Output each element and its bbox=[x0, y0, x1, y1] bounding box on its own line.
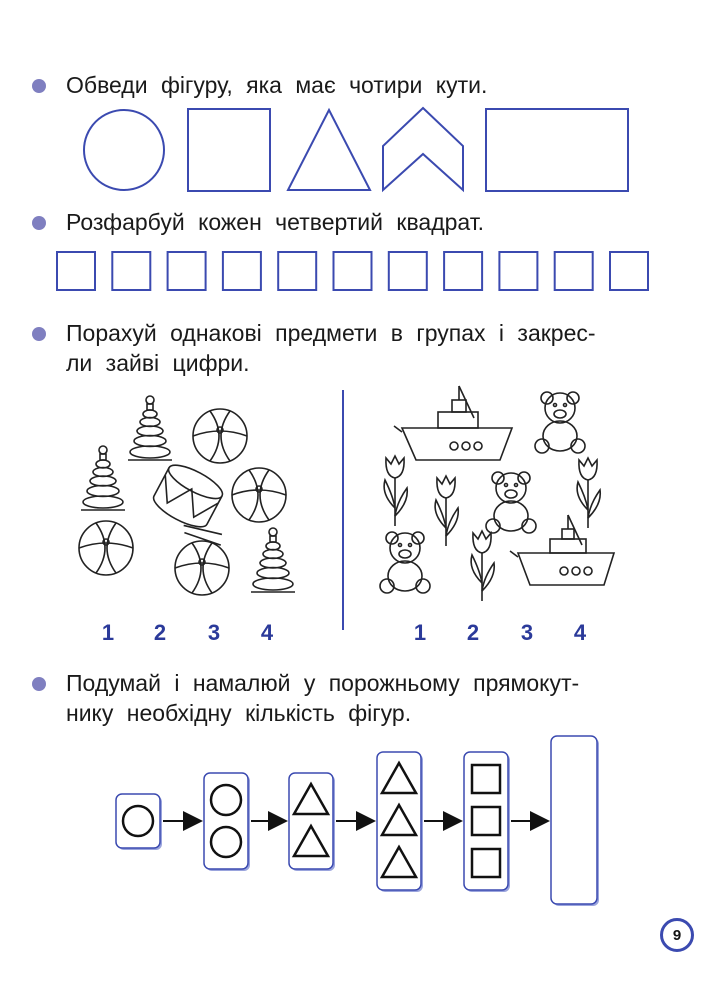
task-1 bbox=[32, 70, 487, 100]
pyramid-toy-icon bbox=[128, 396, 172, 460]
right-number-4[interactable]: 4 bbox=[573, 620, 587, 645]
square-icon[interactable] bbox=[188, 109, 270, 191]
right-number-3[interactable]: 3 bbox=[520, 620, 534, 645]
left-number-3[interactable]: 3 bbox=[207, 620, 221, 645]
right-number-2[interactable]: 2 bbox=[466, 620, 480, 645]
task-3 bbox=[32, 318, 596, 378]
sequence-box bbox=[464, 752, 510, 892]
boat-icon bbox=[394, 386, 512, 460]
tulip-icon bbox=[384, 456, 407, 526]
square-cell[interactable] bbox=[57, 252, 95, 290]
sequence-box bbox=[116, 794, 162, 850]
sequence-area bbox=[0, 730, 720, 920]
chevron-shape-icon[interactable] bbox=[383, 108, 463, 190]
task-3-text: Порахуй однакові предмети в групах і закрес- ли зайві цифри. bbox=[66, 320, 596, 376]
pyramid-toy-icon bbox=[81, 446, 125, 510]
square-cell[interactable] bbox=[499, 252, 537, 290]
square-cell[interactable] bbox=[389, 252, 427, 290]
page-number: 9 bbox=[660, 918, 694, 952]
shape-choices bbox=[0, 100, 720, 200]
left-number-1[interactable]: 1 bbox=[101, 620, 115, 645]
square-cell[interactable] bbox=[112, 252, 150, 290]
bullet-icon bbox=[32, 216, 46, 230]
sequence-box bbox=[204, 773, 250, 871]
ball-icon bbox=[175, 541, 229, 595]
task-4-text: Подумай і намалюй у порожньому прямокут- нику необхідну кількість фігур. bbox=[66, 670, 580, 726]
ball-icon bbox=[79, 521, 133, 575]
teddy-bear-icon bbox=[486, 472, 536, 533]
squares-row bbox=[0, 248, 720, 296]
square-cell[interactable] bbox=[223, 252, 261, 290]
rectangle-icon[interactable] bbox=[486, 109, 628, 191]
sequence-box bbox=[377, 752, 423, 892]
task-1-text: Обведи фігуру, яка має чотири кути. bbox=[66, 72, 488, 98]
empty-answer-box[interactable] bbox=[551, 736, 599, 906]
sequence-box bbox=[289, 773, 335, 871]
pyramid-toy-icon bbox=[251, 528, 295, 592]
counting-area bbox=[0, 378, 720, 650]
tulip-icon bbox=[471, 531, 494, 601]
triangle-icon[interactable] bbox=[288, 110, 370, 190]
square-cell[interactable] bbox=[168, 252, 206, 290]
bullet-icon bbox=[32, 327, 46, 341]
square-cell[interactable] bbox=[444, 252, 482, 290]
square-cell[interactable] bbox=[610, 252, 648, 290]
square-cell[interactable] bbox=[278, 252, 316, 290]
bullet-icon bbox=[32, 677, 46, 691]
teddy-bear-icon bbox=[535, 392, 585, 453]
ball-icon bbox=[193, 409, 247, 463]
square-cell[interactable] bbox=[334, 252, 372, 290]
boat-icon bbox=[510, 515, 614, 585]
task-2-text: Розфарбуй кожен четвертий квадрат. bbox=[66, 209, 485, 235]
ball-icon bbox=[232, 468, 286, 522]
teddy-bear-icon bbox=[380, 532, 430, 593]
bullet-icon bbox=[32, 79, 46, 93]
left-number-2[interactable]: 2 bbox=[153, 620, 167, 645]
left-number-4[interactable]: 4 bbox=[260, 620, 274, 645]
tulip-icon bbox=[577, 458, 600, 528]
circle-icon[interactable] bbox=[84, 110, 164, 190]
right-number-1[interactable]: 1 bbox=[413, 620, 427, 645]
tulip-icon bbox=[435, 476, 458, 546]
task-4 bbox=[32, 668, 579, 728]
task-2 bbox=[32, 207, 484, 237]
square-cell[interactable] bbox=[555, 252, 593, 290]
drum-icon bbox=[146, 459, 247, 550]
